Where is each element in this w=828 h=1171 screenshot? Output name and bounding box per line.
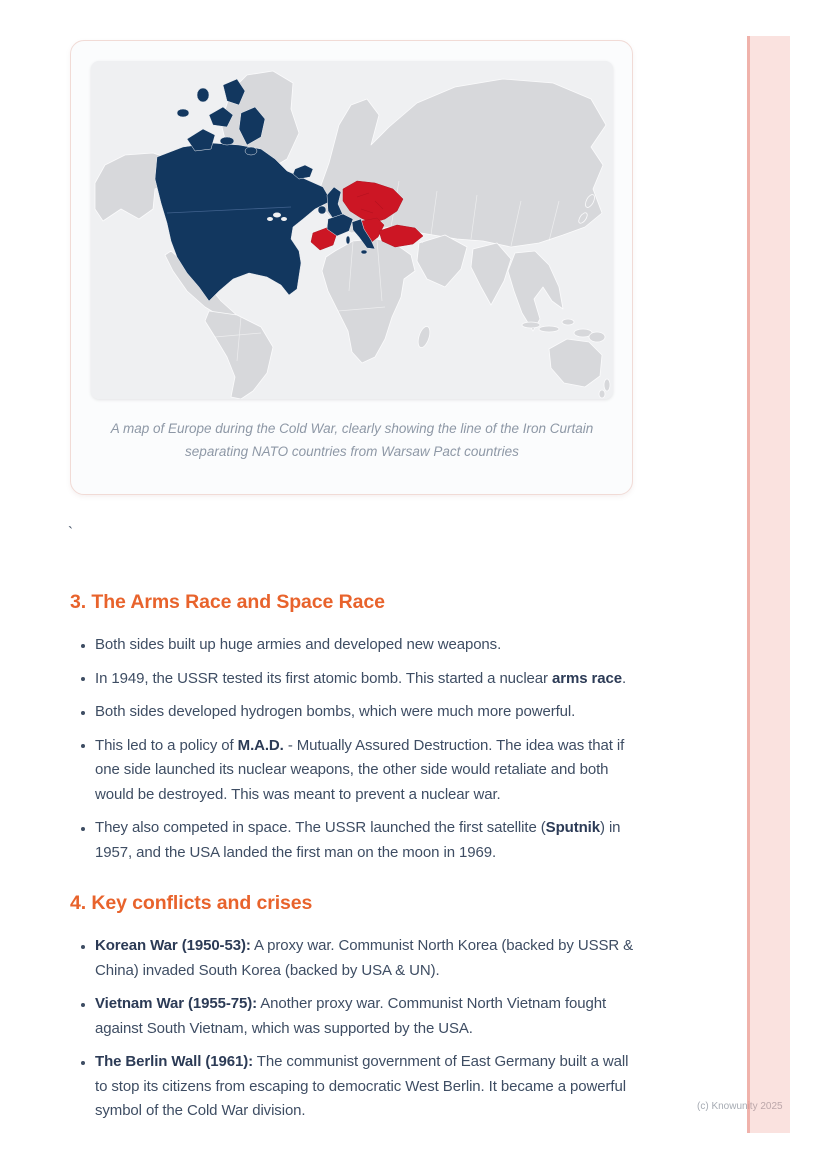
bullet-list <box>70 633 639 865</box>
figure-caption: A map of Europe during the Cold War, clearly showing the line of the Iron Curtain separating NATO countries from Warsaw Pact countries <box>110 421 594 459</box>
bold-text: Korean War (1950-53): <box>95 937 251 954</box>
bold-text: Vietnam War (1955-75): <box>95 995 258 1012</box>
body-text: Another proxy war. Communist North Vietnam fought against South Vietnam, which was supported by the USA. <box>95 995 607 1037</box>
body-text: A proxy war. Communist North Korea (backed by USSR & China) invaded South Korea (backed by USA & UN). <box>95 937 634 979</box>
bold-text: M.A.D. <box>237 736 284 754</box>
bullet-item <box>70 816 639 865</box>
cold-war-map-figure-card <box>70 40 633 495</box>
body-text: This led to a policy of <box>95 736 238 754</box>
world-map <box>91 61 613 399</box>
body-text: In 1949, the USSR tested its first atomic bomb. This started a nuclear <box>95 669 553 687</box>
bullet-item <box>70 934 639 983</box>
bold-text: arms race <box>552 669 623 687</box>
body-text: The communist government of East Germany built a wall to stop its citizens from escaping to democratic West Berlin. It became a powerful symbol of the Cold War division. <box>95 1053 629 1119</box>
body-text: Both sides built up huge armies and developed new weapons. <box>95 636 502 653</box>
notes-content <box>70 586 639 1150</box>
bullet-item <box>70 700 639 725</box>
bold-text: Sputnik <box>545 819 600 836</box>
bullet-item <box>70 1050 639 1124</box>
body-text: - Mutually Assured Destruction. The idea was that if one side launched its nuclear weapons, the other side would retaliate and both would be destroyed. This was meant to prevent a nuclear war. <box>95 736 625 803</box>
copyright-text: (c) Knowunity 2025 <box>697 1101 783 1112</box>
bullet-item <box>70 633 639 658</box>
bullet-item <box>70 734 639 808</box>
bullet-item <box>70 992 639 1041</box>
body-text: . <box>622 669 627 687</box>
page-accent-bar <box>747 36 790 1133</box>
bullet-item <box>70 667 639 692</box>
section-heading: 4. Key conflicts and crises <box>70 892 313 914</box>
bold-text: The Berlin Wall (1961): <box>95 1053 254 1070</box>
body-text: ) in 1957, and the USA landed the first man on the moon in 1969. <box>95 819 621 861</box>
body-text: Both sides developed hydrogen bombs, which were much more powerful. <box>95 703 576 720</box>
section-heading: 3. The Arms Race and Space Race <box>70 591 385 613</box>
world-map-container <box>91 61 613 399</box>
body-text: They also competed in space. The USSR launched the first satellite ( <box>95 819 546 836</box>
stray-backtick-character: ` <box>68 524 73 541</box>
bullet-list <box>70 934 639 1124</box>
